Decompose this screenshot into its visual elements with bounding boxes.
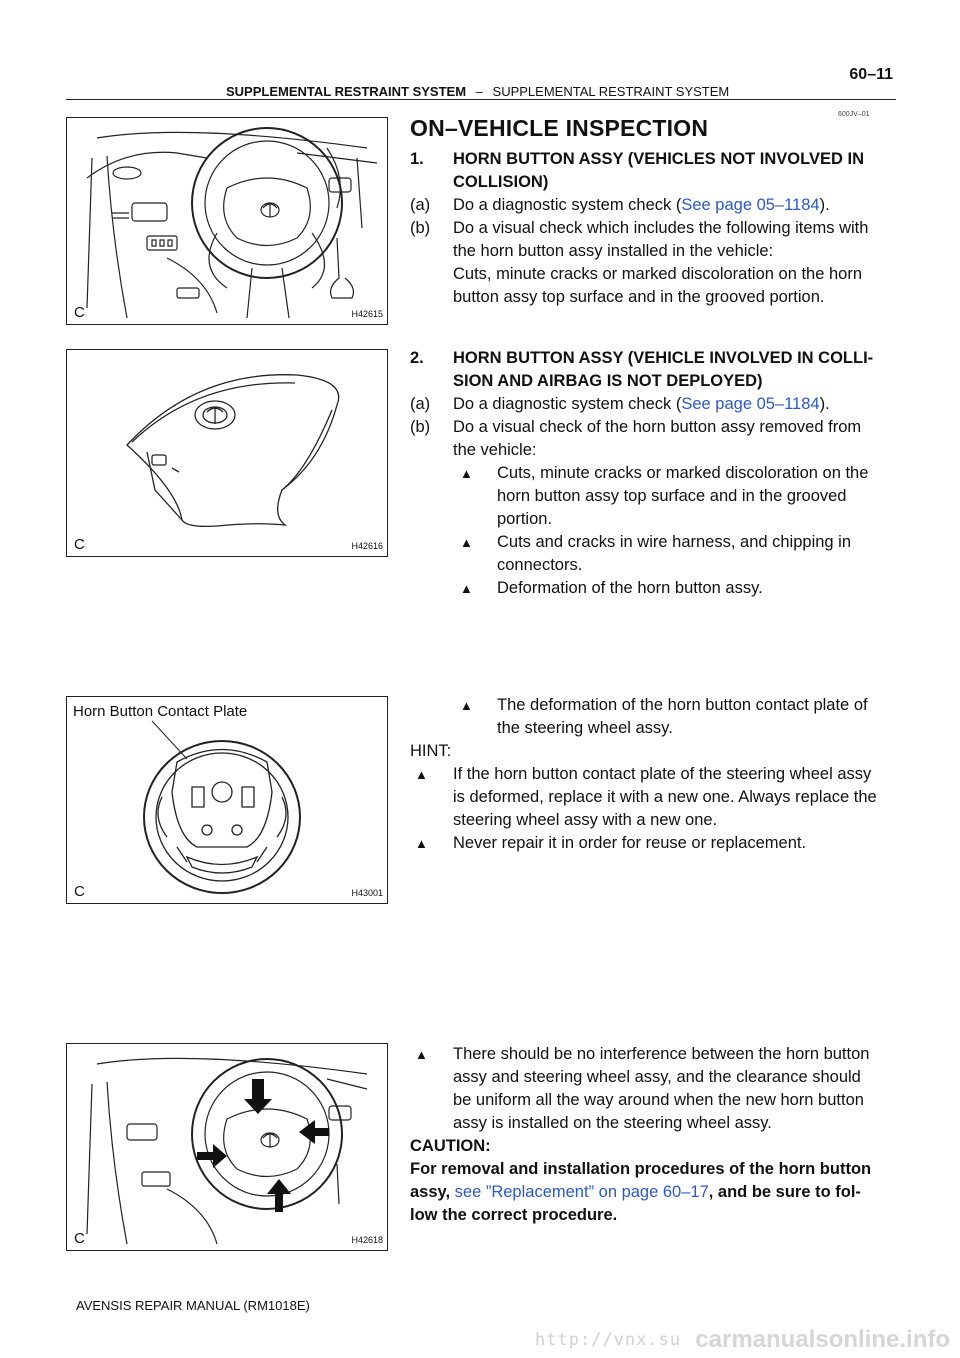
step-2-heading-cont: SION AND AIRBAG IS NOT DEPLOYED)	[453, 372, 763, 390]
watermark-site: carmanualsonline.info	[695, 1326, 950, 1353]
step-1b-line: Cuts, minute cracks or marked discoloration on the horn	[453, 265, 863, 283]
bullet-line: Cuts and cracks in wire harness, and chipping in	[497, 533, 852, 551]
bullet-line: The deformation of the horn button contact plate of	[497, 696, 868, 714]
caution-line-with-link	[410, 1181, 861, 1205]
figure-horn-button-assy	[66, 349, 388, 557]
figure-code: H42615	[351, 309, 383, 319]
header-dash: –	[475, 84, 483, 99]
step-2b-line: Do a visual check of the horn button assy removed from	[453, 418, 862, 436]
bullet-line: assy and steering wheel assy, and the clearance should	[453, 1068, 861, 1086]
bullet-triangle-icon: ▲	[460, 466, 473, 481]
figure-letter: C	[74, 1230, 85, 1247]
step-2-number: 2.	[410, 349, 424, 367]
step-1a-text	[453, 194, 830, 218]
bullet-triangle-icon: ▲	[415, 1047, 428, 1062]
figure-clearance-check	[66, 1043, 388, 1251]
bullet-line: Deformation of the horn button assy.	[497, 579, 763, 597]
caution-suffix: , and be sure to fol-	[708, 1183, 861, 1201]
step-2a-prefix: Do a diagnostic system check (	[453, 395, 682, 413]
figure-letter: C	[74, 883, 85, 900]
header-section: SUPPLEMENTAL RESTRAINT SYSTEM	[492, 84, 730, 99]
step-1a-label: (a)	[410, 196, 431, 214]
figure-code: H42616	[351, 541, 383, 551]
bullet-triangle-icon: ▲	[415, 836, 428, 851]
step-1-number: 1.	[410, 150, 424, 168]
bullet-line: portion.	[497, 510, 553, 528]
see-page-link-2[interactable]: See page 05–1184	[681, 395, 820, 413]
step-1b-label: (b)	[410, 219, 431, 237]
manual-footer: AVENSIS REPAIR MANUAL (RM1018E)	[76, 1298, 310, 1313]
step-1a-suffix: ).	[819, 196, 830, 214]
step-1-heading: HORN BUTTON ASSY (VEHICLES NOT INVOLVED IN	[453, 150, 865, 168]
bullet-triangle-icon: ▲	[460, 581, 473, 596]
replacement-link[interactable]: see ”Replacement” on page 60–17	[454, 1183, 709, 1201]
step-2a-label: (a)	[410, 395, 431, 413]
hint-line: Never repair it in order for reuse or replacement.	[453, 834, 807, 852]
page-number: 60–11	[849, 66, 893, 83]
figure-letter: C	[74, 304, 85, 321]
figure-letter: C	[74, 536, 85, 553]
clearance-illustration	[67, 1044, 387, 1250]
callout-horn-button-contact-plate: Horn Button Contact Plate	[73, 703, 248, 720]
caution-line: low the correct procedure.	[410, 1206, 618, 1224]
step-2-heading: HORN BUTTON ASSY (VEHICLE INVOLVED IN COLLI-	[453, 349, 874, 367]
section-title: ON–VEHICLE INSPECTION	[410, 115, 709, 141]
bullet-line: assy is installed on the steering wheel assy.	[453, 1114, 772, 1132]
header-rule	[66, 99, 896, 100]
watermark-url: http://vnx.su	[535, 1330, 682, 1350]
header-section-bold: SUPPLEMENTAL RESTRAINT SYSTEM	[226, 84, 467, 99]
figure-code: H42618	[351, 1235, 383, 1245]
horn-button-illustration	[67, 350, 387, 556]
bullet-triangle-icon: ▲	[415, 767, 428, 782]
hint-line: steering wheel assy with a new one.	[453, 811, 718, 829]
running-header	[226, 84, 729, 99]
step-2b-label: (b)	[410, 418, 431, 436]
step-1b-line: the horn button assy installed in the vehicle:	[453, 242, 774, 260]
bullet-line: the steering wheel assy.	[497, 719, 673, 737]
dashboard-illustration	[67, 118, 387, 324]
step-1a-prefix: Do a diagnostic system check (	[453, 196, 682, 214]
bullet-line: Cuts, minute cracks or marked discoloration on the	[497, 464, 869, 482]
figure-dashboard-steering	[66, 117, 388, 325]
caution-line: For removal and installation procedures of the horn button	[410, 1160, 872, 1178]
caution-prefix: assy,	[410, 1183, 455, 1201]
bullet-triangle-icon: ▲	[460, 535, 473, 550]
steering-wheel-illustration	[67, 697, 387, 903]
figure-steering-wheel-contact-plate	[66, 696, 388, 904]
step-2b-line: the vehicle:	[453, 441, 537, 459]
step-2a-suffix: ).	[819, 395, 830, 413]
see-page-link-1[interactable]: See page 05–1184	[681, 196, 820, 214]
document-code: 600JV–01	[838, 111, 870, 118]
bullet-line: horn button assy top surface and in the grooved	[497, 487, 847, 505]
step-2a-text	[453, 393, 830, 417]
hint-line: is deformed, replace it with a new one. Always replace the	[453, 788, 877, 806]
bullet-line: be uniform all the way around when the new horn button	[453, 1091, 864, 1109]
bullet-triangle-icon: ▲	[460, 698, 473, 713]
bullet-line: connectors.	[497, 556, 583, 574]
caution-label: CAUTION:	[410, 1137, 491, 1155]
step-1-heading-cont: COLLISION)	[453, 173, 549, 191]
figure-code: H43001	[351, 888, 383, 898]
step-1b-line: Do a visual check which includes the following items with	[453, 219, 869, 237]
hint-line: If the horn button contact plate of the steering wheel assy	[453, 765, 872, 783]
hint-label: HINT:	[410, 742, 452, 760]
bullet-line: There should be no interference between the horn button	[453, 1045, 870, 1063]
step-1b-line: button assy top surface and in the grooved portion.	[453, 288, 825, 306]
